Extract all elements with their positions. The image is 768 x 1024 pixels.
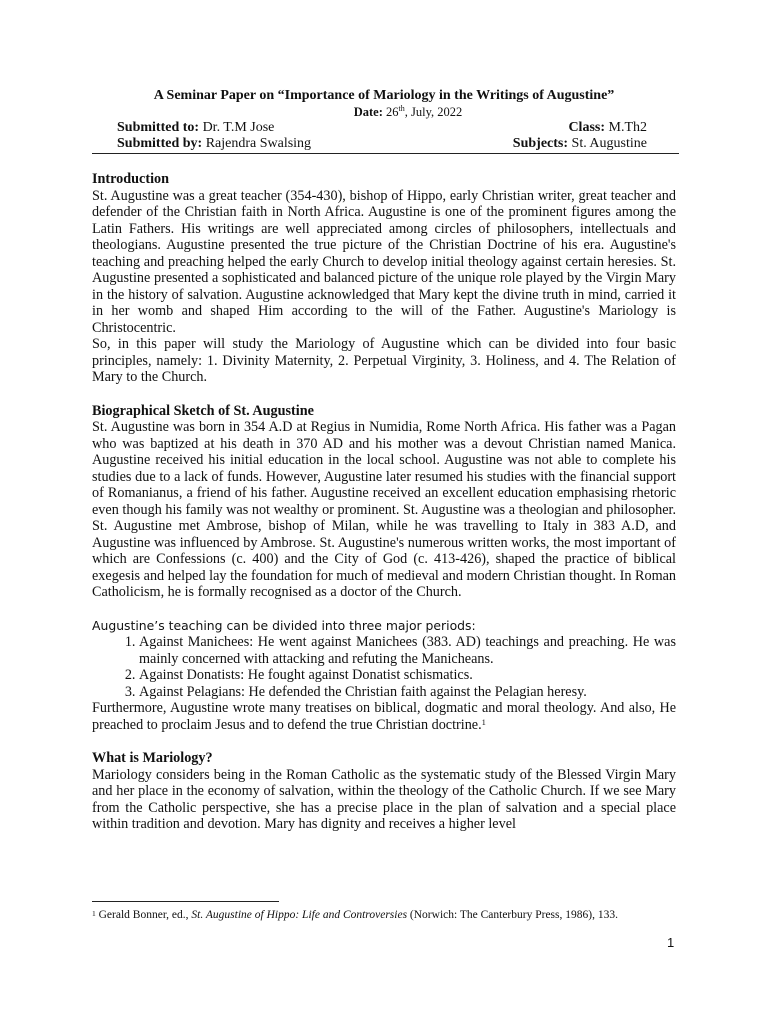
periods-conclusion [92,700,676,733]
header-divider [92,153,679,154]
class-value: M.Th2 [605,120,647,135]
page-number: 1 [667,935,675,950]
heading-introduction: Introduction [92,171,169,187]
periods-intro: Augustine’s teaching can be divided into three major periods: [92,617,476,633]
footnote-divider [92,901,279,902]
list-item: 3. Against Pelagians: He defended the Christian faith against the Pelagian heresy. [139,684,676,701]
main-body [92,171,676,833]
submitted-to-label: Submitted to: [117,120,200,135]
heading-biography: Biographical Sketch of St. Augustine [92,402,314,419]
heading-mariology: What is Mariology? [92,750,213,766]
list-item: 1. Against Manichees: He went against Manichees (383. AD) teachings and preaching. He was mainly concerned with attacking and refuting the Manicheans. [139,634,676,667]
date-day: 26 [382,105,399,119]
periods-conclusion-text: Furthermore, Augustine wrote many treatises on biblical, dogmatic and moral theology. And also, He preached to proclaim Jesus and to defend the true Christian doctrine. [92,700,676,733]
mariology-paragraph: Mariology considers being in the Roman Catholic as the systematic study of the Blessed Virgin Mary and her place in the economy of salvation, within the theology of the Catholic Church. If we see Mary from the Catholic perspective, she has a precise place in the plan of salvation and a special place within tradition and devotion. Mary has dignity and receives a higher level [92,766,676,832]
spacer [92,733,676,750]
intro-paragraph-1: St. Augustine was a great teacher (354-430), bishop of Hippo, early Christian writer, great teacher and defender of the Christian faith in North Africa. Augustine is one of the prominent figures among the Latin Fathers. His writings are well appreciated among circles of philosophers, intellectuals and theologians. Augustine presented the true picture of the Christian Doctrine of his era. Augustine's teaching and preaching helped the early Church to develop initial theology against certain heresies. St. Augustine presented a sophisticated and balanced picture of the unique role played by the Virgin Mary in the history of salvation. Augustine acknowledged that Mary kept the divine truth in mind, carried it in her womb and shaped Him according to the will of the Father. Augustine's Mariology is Christocentric. [92,187,676,336]
footnote-book-title: St. Augustine of Hippo: Life and Controversies [191,909,408,921]
footnote [92,908,676,924]
date-label: Date: [353,105,383,119]
spacer [92,386,676,403]
class-info [568,120,647,137]
subjects-value: St. Augustine [568,136,647,151]
date-rest: , July, 2022 [404,105,463,119]
submitted-by [117,136,311,153]
footnote-mark: 1 [92,909,96,918]
spacer [92,601,676,618]
footnote-reference[interactable]: 1 [481,716,486,727]
submitted-to [117,120,274,137]
submitted-by-label: Submitted by: [117,136,203,151]
subjects-label: Subjects: [512,136,569,151]
submitted-by-value: Rajendra Swalsing [202,136,312,151]
intro-paragraph-2: So, in this paper will study the Mariology of Augustine which can be divided into four basic principles, namely: 1. Divinity Maternity, 2. Perpetual Virginity, 3. Holiness, and 4. The Relation of Mary to the Church. [92,336,676,385]
footnote-pre: Gerald Bonner, ed., [95,909,192,921]
biography-paragraph: St. Augustine was born in 354 A.D at Regius in Numidia, Rome North Africa. His father was a Pagan who was baptized at his death in 370 AD and his mother was a devout Christian named Manica. Augustine received his initial education in the local school. Augustine was not able to complete his studies due to a lack of funds. However, Augustine later resumed his studies with the financial support of Romanianus, a friend of his father. Augustine received an excellent education emphasising rhetoric even though his family was not wealthy or prominent. St. Augustine was a theologian and philosopher. St. Augustine met Ambrose, bishop of Milan, while he was travelling to Italy in 383 A.D, and Augustine was influenced by Ambrose. St. Augustine's numerous written works, the most important of which are Confessions (c. 400) and the City of God (c. 413-426), shaped the practice of biblical exegesis and helped lay the foundation for much of medieval and modern Christian thought. In Roman Catholicism, he is formally recognised as a doctor of the Church. [92,419,676,600]
paper-date [0,104,768,121]
class-label: Class: [568,120,605,135]
periods-list [92,634,676,700]
list-item: 2. Against Donatists: He fought against Donatist schismatics. [139,667,676,684]
subjects-info [513,136,647,153]
submitted-to-value: Dr. T.M Jose [199,120,275,135]
date-suffix: th [398,104,405,113]
footnote-post: (Norwich: The Canterbury Press, 1986), 133. [407,909,618,921]
paper-title: A Seminar Paper on “Importance of Mariology in the Writings of Augustine” [153,88,615,103]
